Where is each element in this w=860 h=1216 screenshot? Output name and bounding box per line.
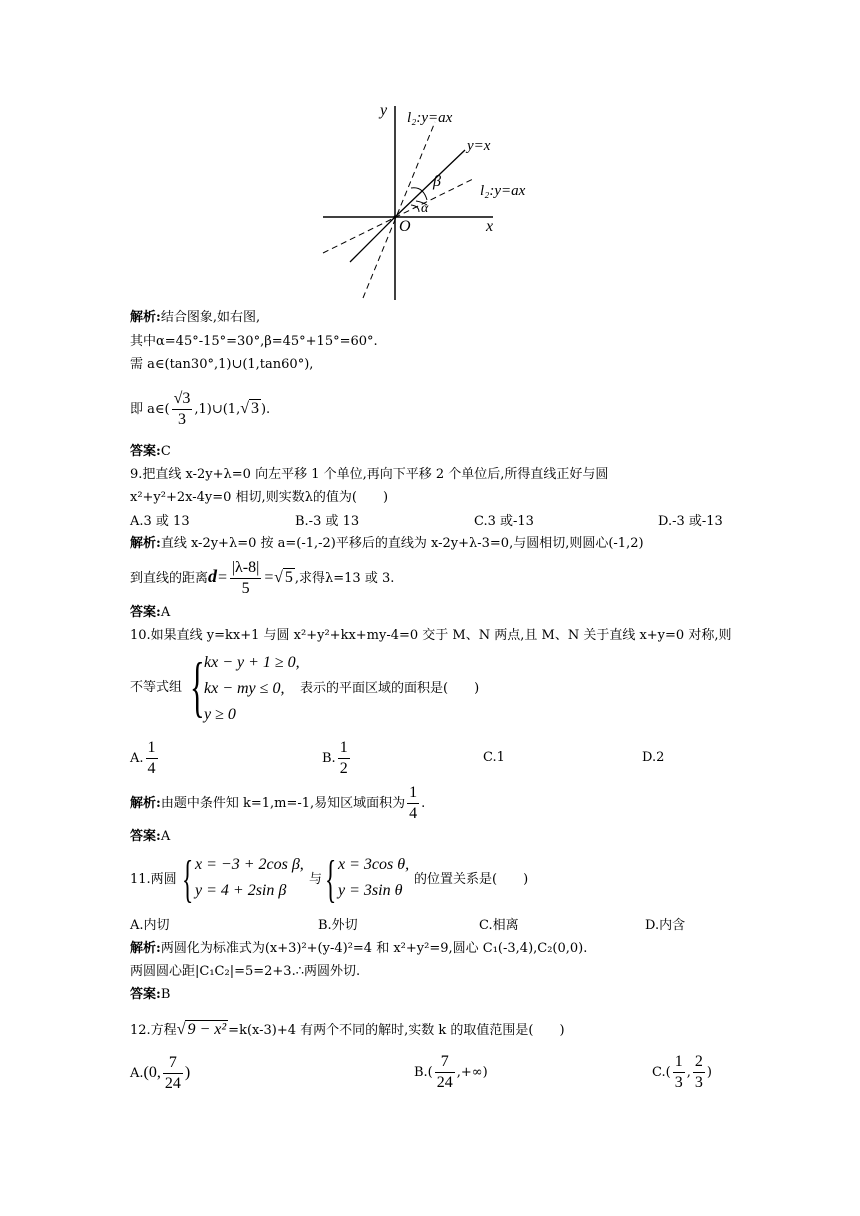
q9-option-b: B.-3 或 13 [295,514,360,529]
answer-value: B [160,987,171,1002]
origin-label: O [399,218,411,235]
q11-mid: 与 [309,872,323,887]
text-seg: ,求得λ=13 或 3. [294,571,395,586]
frac-den: 5 [241,580,250,597]
text-seg: =k(x-3)+4 有两个不同的解时,实数 k 的取值范围是( ) [228,1023,565,1038]
q10-line1: 10.如果直线 y=kx+1 与圆 x²+y²+kx+my-4=0 交于 M、N 两点,且 M、N 关于直线 x+y=0 对称,则 [130,628,732,643]
answer-label: 答案: [130,987,161,1002]
q10-sys3: y ≥ 0 [204,706,236,723]
y-eq-x-label: y=x [467,138,491,154]
solution-8-line3: 需 a∈(tan30°,1)∪(1,tan60°), [130,357,314,372]
jiexi-label: 解析: [130,796,161,811]
text-seg: ) [184,1064,191,1081]
sqrt-3: √ 3 [240,400,259,417]
text-seg: ). [260,402,271,417]
text-seg: , [686,1065,691,1080]
alpha-label: α [421,201,429,216]
q11-option-d: D.内含 [645,918,686,933]
q9-option-c: C.3 或-13 [474,514,534,529]
sqrt-5: √ 5 [274,569,293,586]
angle-figure [315,100,555,305]
option-label: A. [130,751,144,766]
q10-post: 表示的平面区域的面积是( ) [300,681,480,696]
solution-text: 两圆化为标准式为(x+3)²+(y-4)²=4 和 x²+y²=9,圆心 C₁(-3,4),C₂(0,0). [160,941,588,956]
q9-option-d: D.-3 或-13 [658,514,723,529]
text-seg: 12.方程 [130,1023,177,1038]
solution-8-line4 [130,387,270,432]
solution-text: 直线 x-2y+λ=0 按 a=(-1,-2)平移后的直线为 x-2y+λ-3=0,与圆相切,则圆心(-1,2) [160,536,644,551]
solution-8-line1 [130,310,260,326]
q11-solution-line2: 两圆圆心距|C₁C₂|=5=2+3.∴两圆外切. [130,964,361,979]
math-eq: = [263,569,275,586]
solution-text: 由题中条件知 k=1,m=-1,易知区域面积为 [160,796,406,811]
answer-value: A [160,605,171,620]
fraction-2-3 [693,1052,705,1093]
q10-option-d: D.2 [642,750,665,765]
jiexi-label: 解析: [130,536,161,551]
beta-label: β [433,173,441,190]
text-seg: ) [706,1065,712,1080]
math-d: d [208,566,218,586]
q11-s1b: y = 4 + 2sin β [195,882,287,899]
q11-option-c: C.相离 [479,918,519,933]
q10-solution [130,782,425,826]
frac-den: 2 [339,760,348,777]
answer-9 [130,605,170,621]
y-eq-x-line-neg [350,217,395,262]
q9-line1: 9.把直线 x-2y+λ=0 向左平移 1 个单位,再向下平移 2 个单位后,所得直线正好与圆 [130,467,609,482]
text-seg: ,1)∪(1, [194,402,241,417]
jiexi-label: 解析: [130,941,161,956]
frac-den: 24 [164,1075,181,1092]
q12-option-a [130,1051,190,1096]
answer-10 [130,829,170,845]
frac-num: √3 [172,389,193,410]
math-eq: = [217,569,228,586]
q11-post: 的位置关系是( ) [414,872,529,887]
answer-label: 答案: [130,444,161,459]
q11-s1a: x = −3 + 2cos β, [195,856,304,873]
option-label: B.( [414,1065,433,1080]
answer-label: 答案: [130,829,161,844]
l2-shallow-line [323,178,475,253]
frac-num: 1 [338,738,350,759]
radicand: 5 [284,569,293,586]
answer-value: A [160,829,171,844]
q12-option-b [414,1051,488,1095]
fraction-1-4 [146,738,158,779]
text-seg: (0, [143,1064,161,1081]
frac-den: 4 [147,760,156,777]
q10-pre: 不等式组 [130,680,183,695]
q11-s2b: y = 3sin θ [338,882,403,899]
q11-s2a: x = 3cos θ, [338,856,410,873]
option-label: B. [322,751,336,766]
option-label: C.( [652,1065,671,1080]
x-axis-label: x [486,218,494,235]
text-seg: 即 a∈( [130,402,170,417]
solution-8-line2: 其中α=45°-15°=30°,β=45°+15°=60°. [130,334,378,349]
q12-stem [130,1022,565,1039]
q10-option-c: C.1 [483,750,505,765]
frac-num: 2 [693,1052,705,1073]
system-brace: { [182,851,194,908]
fraction-root3-over-3 [172,389,193,430]
frac-num: 1 [407,783,419,804]
text-seg: ,+∞) [456,1065,488,1080]
answer-11 [130,987,170,1003]
system-brace: { [190,648,205,724]
frac-den: 3 [177,411,186,428]
jiexi-label: 解析: [130,310,161,325]
fraction-1-4 [407,783,419,824]
frac-den: 3 [674,1074,683,1091]
frac-num: 7 [163,1053,183,1074]
fraction-7-24 [435,1052,455,1093]
fraction-1-2 [338,738,350,779]
q11-option-b: B.外切 [318,918,358,933]
y-axis-label: y [380,102,388,119]
answer-8 [130,444,171,460]
fraction-7-24 [163,1053,183,1094]
frac-num: 7 [435,1052,455,1073]
frac-den: 3 [694,1074,703,1091]
q10-sys1: kx − y + 1 ≥ 0, [204,654,300,671]
q9-solution-line2 [130,554,394,601]
sqrt-9-minus-x2: √ 9 − x² [176,1021,227,1038]
origin-dot [394,216,397,219]
frac-num: 1 [673,1052,685,1073]
q10-option-b [322,737,352,781]
q9-line2: x²+y²+2x-4y=0 相切,则实数λ的值为( ) [130,490,389,505]
q10-option-a [130,737,160,781]
q9-solution-line1 [130,536,644,552]
q11-pre: 11.两圆 [130,872,177,887]
answer-value: C [160,444,171,459]
frac-num: |λ-8| [230,558,262,579]
q11-solution-line1 [130,941,587,957]
frac-num: 1 [146,738,158,759]
radicand: 9 − x² [187,1021,227,1038]
text-seg: . [421,796,426,811]
y-eq-x-line [395,150,465,217]
l2-right-label: l₂:y=ax [480,183,526,199]
q12-option-c [652,1051,712,1095]
frac-den: 4 [409,805,418,822]
answer-label: 答案: [130,605,161,620]
radicand: 3 [250,400,259,417]
q11-option-a: A.内切 [130,918,170,933]
q10-sys2: kx − my ≤ 0, [204,680,285,697]
l2-top-label: l₂:y=ax [407,110,453,126]
option-label: A. [130,1066,144,1081]
system-brace: { [325,851,337,908]
q9-option-a: A.3 或 13 [130,514,190,529]
text-seg: 到直线的距离 [130,571,209,586]
frac-den: 24 [436,1074,453,1091]
solution-text: 结合图象,如右图, [160,310,261,325]
fraction-lambda [230,558,262,599]
fraction-1-3 [673,1052,685,1093]
